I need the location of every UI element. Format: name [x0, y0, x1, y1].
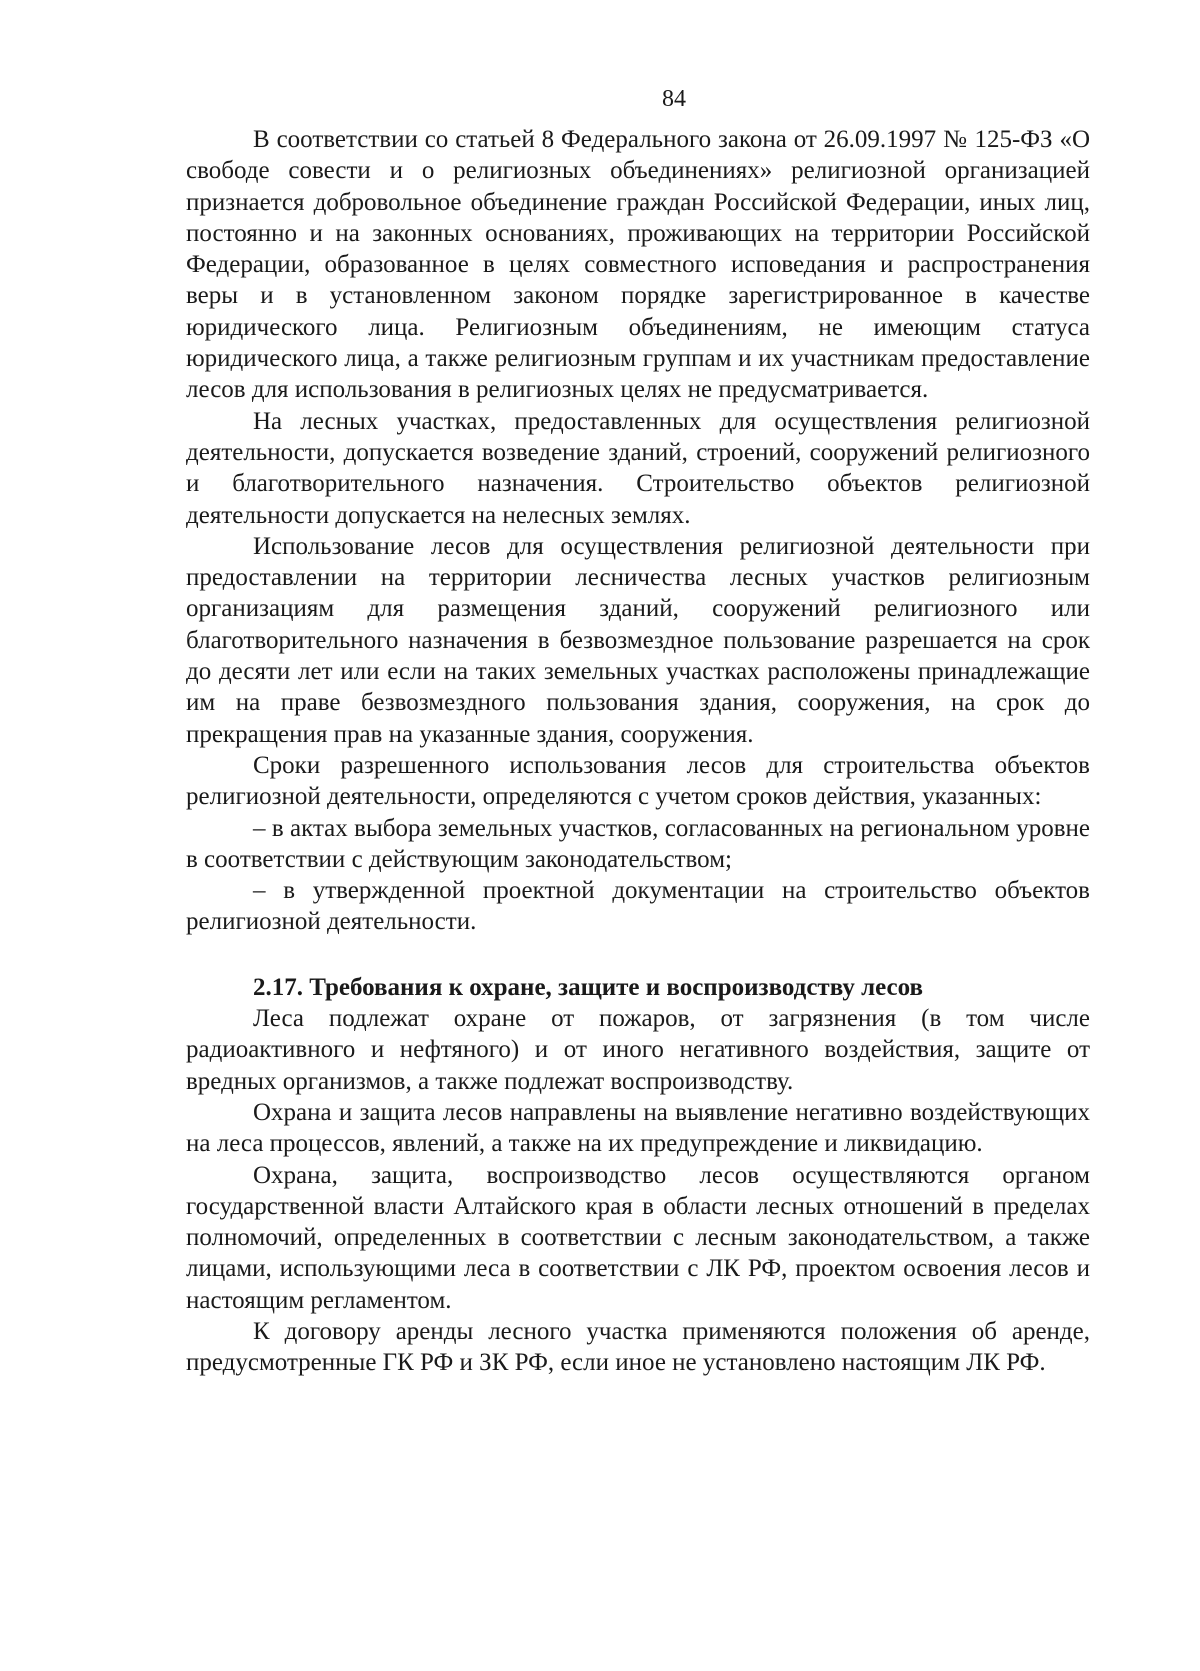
paragraph-free-use-term: Использование лесов для осуществления религиозной деятельности при предоставлении на территории лесничества лесных участков религиозным организациям для размещения зданий, сооружений религиозного или благотворительного назначения в безвозмездное пользование разрешается на срок до десяти лет или если на таких земельных участках расположены принадлежащие им на праве безвозмездного пользования здания, сооружения, на срок до прекращения прав на указанные здания, сооружения. — [186, 532, 1090, 748]
paragraph-buildings-allowed: На лесных участках, предоставленных для осуществления религиозной деятельности, допускается возведение зданий, строений, сооружений религиозного и благотворительного назначения. Строительство объектов религиозной деятельности допускается на нелесных землях. — [186, 407, 1090, 529]
section-heading: 2.17. Требования к охране, защите и воспроизводству лесов — [253, 973, 923, 1001]
list-item-land-selection-acts: – в актах выбора земельных участков, согласованных на региональном уровне в соответствии с действующим законодательством; — [186, 814, 1090, 873]
paragraph-forest-protection: Леса подлежат охране от пожаров, от загрязнения (в том числе радиоактивного и нефтяного) и от иного негативного воздействия, защите от вредных организмов, а также подлежат воспроизводству. — [186, 1005, 1090, 1095]
list-item-project-documentation: – в утвержденной проектной документации на строительство объектов религиозной деятельности. — [186, 877, 1090, 936]
page-number: 84 — [662, 86, 686, 112]
document-body — [186, 124, 1090, 1379]
paragraph-protection-aims: Охрана и защита лесов направлены на выявление негативно воздействующих на леса процессов, явлений, а также на их предупреждение и ликвидацию. — [186, 1098, 1090, 1158]
paragraph-use-periods: Сроки разрешенного использования лесов для строительства объектов религиозной деятельности, определяются с учетом сроков действия, указанных: — [186, 751, 1090, 811]
paragraph-lease-agreement: К договору аренды лесного участка применяются положения об аренде, предусмотренные ГК РФ и ЗК РФ, если иное не установлено настоящим ЛК РФ. — [186, 1317, 1090, 1377]
paragraph-religious-organization: В соответствии со статьей 8 Федерального закона от 26.09.1997 № 125-ФЗ «О свободе совести и о религиозных объединениях» религиозной организацией признается добровольное объединение граждан Российской Федерации, иных лиц, постоянно и на законных основаниях, проживающих на территории Российской Федерации, образованное в целях совместного исповедания и распространения веры и в установленном законом порядке зарегистрированное в качестве юридического лица. Религиозным объединениям, не имеющим статуса юридического лица, а также религиозным группам и их участникам предоставление лесов для использования в религиозных целях не предусматривается. — [186, 126, 1090, 404]
paragraph-responsible-bodies: Охрана, защита, воспроизводство лесов осуществляются органом государственной власти Алтайского края в области лесных отношений в пределах полномочий, определенных в соответствии с лесным законодательством, а также лицами, использующими леса в соответствии с ЛК РФ, проектом освоения лесов и настоящим регламентом. — [186, 1161, 1090, 1314]
